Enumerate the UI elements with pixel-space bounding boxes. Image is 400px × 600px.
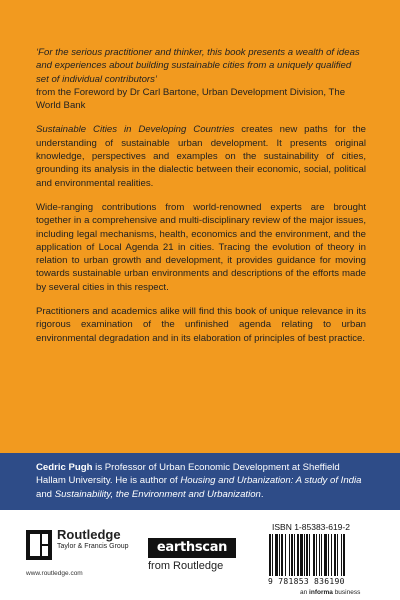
earthscan-logo: earthscan (148, 538, 236, 558)
barcode-bar (272, 534, 273, 576)
barcode-bar (309, 534, 310, 576)
publisher-group: Taylor & Francis Group (57, 543, 129, 550)
author-band (0, 453, 400, 510)
barcode-bar (269, 534, 271, 576)
barcode-bar (275, 534, 278, 576)
earthscan-from-routledge: from Routledge (148, 560, 224, 572)
barcode-bar (279, 534, 280, 576)
barcode-bar (300, 534, 303, 576)
barcode-bar (334, 534, 336, 576)
barcode-bar (343, 534, 345, 576)
back-cover-text (36, 46, 366, 356)
barcode-number: 9 781853 836190 (268, 577, 345, 586)
barcode-bar (306, 534, 308, 576)
barcode-bar (313, 534, 315, 576)
author-bio-text-1: is Professor of Urban Economic Development at Sheffield Hallam University. He is author of (36, 462, 340, 487)
description-paragraph-1 (36, 123, 366, 189)
informa-suffix: business (332, 589, 361, 596)
routledge-wordmark (57, 528, 129, 551)
description-paragraph-3: Practitioners and academics alike will find this book of unique relevance in its rigorous examination of the unfinished agenda relating to urban environmental degradation and in its elaboration of principles of best practice. (36, 306, 366, 344)
publisher-name: Routledge (57, 527, 121, 542)
barcode-bar (319, 534, 320, 576)
barcode-bar (294, 534, 295, 576)
barcode-bar (281, 534, 283, 576)
barcode-bar (316, 534, 317, 576)
author-bio-text-3: . (260, 488, 264, 500)
routledge-logo-icon (26, 530, 52, 560)
informa-prefix: an (300, 589, 310, 596)
barcode-bar (328, 534, 329, 576)
foreword-quote: ‘For the serious practitioner and thinker, this book presents a wealth of ideas and experiences about building sustainable cities from a uniquely qualified set of individual contributors’ (36, 47, 360, 85)
informa-brand: informa (309, 589, 333, 596)
barcode-bar (297, 534, 299, 576)
book-title: Sustainable Cities in Developing Countries (36, 124, 235, 136)
foreword-block (36, 46, 366, 112)
barcode-bar (289, 534, 290, 576)
barcode-bar (321, 534, 322, 576)
isbn-label: ISBN 1-85383-619-2 (272, 522, 350, 532)
informa-tagline (300, 589, 360, 596)
author-bio-text-2: and (36, 488, 55, 500)
description-paragraph-1-text: creates new paths for the understanding of sustainable urban development. It presents original knowledge, perspectives and examples on the sustainability of cities, grounding its analysis in the dialectic between their economic, social, political and environmental realities. (36, 124, 367, 189)
barcode-bar (337, 534, 338, 576)
description-paragraph-2: Wide-ranging contributions from world-renowned experts are brought together in a comprehensive and multi-disciplinary review of the major issues, including legal mechanisms, health, economics and the environment, and the application of Local Agenda 21 in cities. Tracing the evolution of theory in relation to urban growth and development, it provides guidance for moving towards sustainable urban environments and descriptions of the efforts made by several cities in this respect. (36, 201, 366, 293)
barcode-icon (268, 534, 378, 576)
author-name: Cedric Pugh (36, 462, 93, 473)
author-book-2: Sustainability, the Environment and Urbanization (54, 488, 261, 500)
barcode-bar (341, 534, 342, 576)
barcode-bar (331, 534, 332, 576)
barcode-bar (285, 534, 286, 576)
publisher-strip (0, 510, 400, 600)
barcode-bar (324, 534, 327, 576)
publisher-url: www.routledge.com (26, 570, 83, 577)
author-book-1: Housing and Urbanization: A study of India (180, 475, 362, 487)
author-bio (36, 461, 368, 501)
foreword-attribution: from the Foreword by Dr Carl Bartone, Urban Development Division, The World Bank (36, 86, 346, 112)
barcode-bar (304, 534, 305, 576)
barcode-bar (291, 534, 293, 576)
